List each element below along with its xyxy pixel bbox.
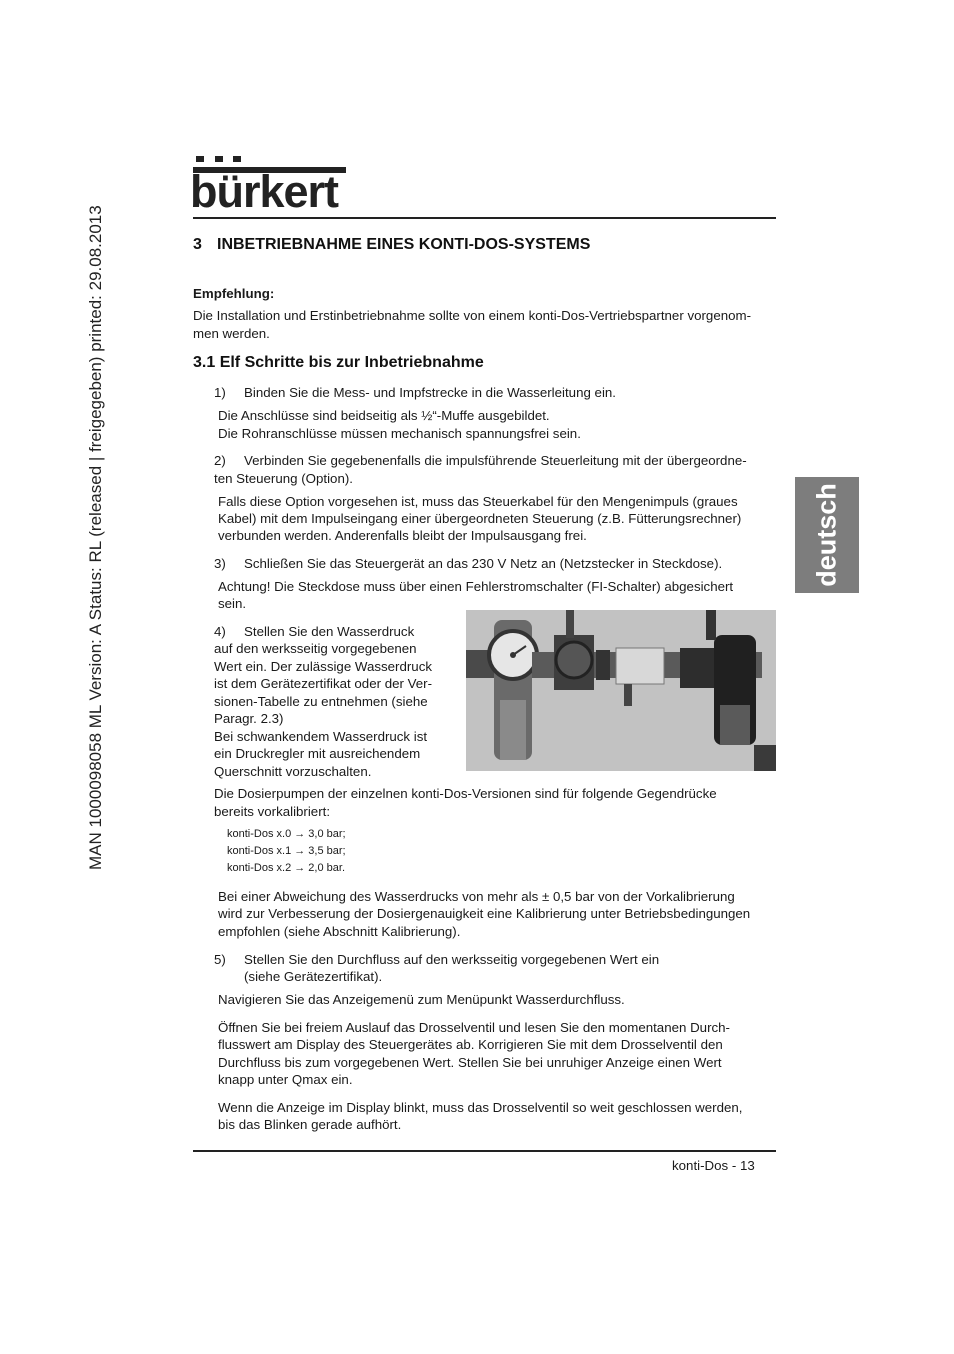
logo-dot [215,156,223,162]
step-note: sein. [218,596,247,611]
step-note: bis das Blinken gerade aufhört. [218,1117,402,1132]
step-1 [214,384,616,402]
step-text: ein Druckregler mit ausreichendem [214,746,421,761]
section-number: 3 [193,236,202,253]
step-text: Paragr. 2.3) [214,711,284,726]
step-note: knapp unter Qmax ein. [218,1072,353,1087]
step-text: ist dem Gerätezertifikat oder der Ver- [214,676,433,691]
step-number: 4) [214,624,226,639]
step-text: Verbinden Sie gegebenenfalls die impulsführende Steuerleitung mit der übergeordne- [244,453,747,468]
logo-dot [233,156,241,162]
document-id-side-text: MAN 1000098058 ML Version: A Status: RL (released | freigegeben) printed: 29.08.2013 [86,205,105,870]
version-item: konti-Dos x.0 → 3,0 bar; [227,828,346,840]
section-title: INBETRIEBNAHME EINES KONTI-DOS-SYSTEMS [217,236,591,253]
device-photo [466,610,776,771]
step-number: 1) [214,385,226,400]
step-note: Navigieren Sie das Anzeigemenü zum Menüpunkt Wasserdurchfluss. [218,992,625,1007]
step-note: empfohlen (siehe Abschnitt Kalibrierung). [218,924,461,939]
step-text: Querschnitt vorzuschalten. [214,764,372,779]
footer-rule [193,1150,776,1152]
step-note: Kabel) mit dem Impulseingang einer übergeordneten Steuerung (z.B. Fütterungsrechner) [218,511,742,526]
recommendation-label: Empfehlung: [193,286,275,301]
language-tab-label: deutsch [811,483,842,587]
step-text: sionen-Tabelle zu entnehmen (siehe [214,694,428,709]
step-note: flusswert am Display des Steuergerätes ab. Korrigieren Sie mit dem Drosselventil den [218,1037,723,1052]
step-number: 3) [214,556,226,571]
logo-text: bürkert [190,166,339,217]
step-number: 5) [214,952,226,967]
recommendation-line: Die Installation und Erstinbetriebnahme sollte von einem konti-Dos-Vertriebspartner vorgenom- [193,308,752,323]
step-text: bereits vorkalibriert: [214,804,331,819]
step-text: Wert ein. Der zulässige Wasserdruck [214,659,432,674]
recommendation-line: men werden. [193,326,270,341]
version-item: konti-Dos x.2 → 2,0 bar. [227,862,345,874]
device-photo-illustration [466,610,776,771]
subsection-title: 3.1 Elf Schritte bis zur Inbetriebnahme [193,354,484,371]
step-note: Bei einer Abweichung des Wasserdrucks von mehr als ± 0,5 bar von der Vorkalibrierung [218,889,735,904]
version-item: konti-Dos x.1 → 3,5 bar; [227,845,346,857]
step-note: Falls diese Option vorgesehen ist, muss das Steuerkabel für den Mengenimpuls (graues [218,494,738,509]
step-5 [214,951,659,969]
logo-dot [196,156,204,162]
step-note: Achtung! Die Steckdose muss über einen Fehlerstromschalter (FI-Schalter) abgesichert [218,579,734,594]
step-text: (siehe Gerätezertifikat). [244,969,383,984]
step-text: ten Steuerung (Option). [214,471,353,486]
step-note: Wenn die Anzeige im Display blinkt, muss das Drosselventil so weit geschlossen werden, [218,1100,743,1115]
step-number: 2) [214,453,226,468]
step-text: Stellen Sie den Wasserdruck [244,624,415,639]
page-footer: konti-Dos - 13 [672,1158,755,1173]
step-text: Die Dosierpumpen der einzelnen konti-Dos-Versionen sind für folgende Gegendrücke [214,786,717,801]
section-heading [193,236,590,254]
step-text: Bei schwankendem Wasserdruck ist [214,729,428,744]
step-note: Öffnen Sie bei freiem Auslauf das Drosselventil und lesen Sie den momentanen Durch- [218,1020,730,1035]
step-note: Die Rohranschlüsse müssen mechanisch spannungsfrei sein. [218,426,581,441]
step-note: wird zur Verbesserung der Dosiergenauigkeit eine Kalibrierung unter Betriebsbedingungen [218,906,751,921]
step-note: Durchfluss bis zum vorgegebenen Wert. Stellen Sie bei unruhiger Anzeige einen Wert [218,1055,722,1070]
step-text: auf den werksseitig vorgegebenen [214,641,417,656]
step-text: Schließen Sie das Steuergerät an das 230 V Netz an (Netzstecker in Steckdose). [244,556,723,571]
step-text: Binden Sie die Mess- und Impfstrecke in die Wasserleitung ein. [244,385,617,400]
step-4 [214,623,414,641]
step-2 [214,452,747,470]
step-3 [214,555,722,573]
step-note: verbunden werden. Anderenfalls bleibt der Impulsausgang frei. [218,528,587,543]
step-text: Stellen Sie den Durchfluss auf den werksseitig vorgegebenen Wert ein [244,952,660,967]
step-note: Die Anschlüsse sind beidseitig als ½“-Muffe ausgebildet. [218,408,550,423]
header-rule [193,217,776,219]
